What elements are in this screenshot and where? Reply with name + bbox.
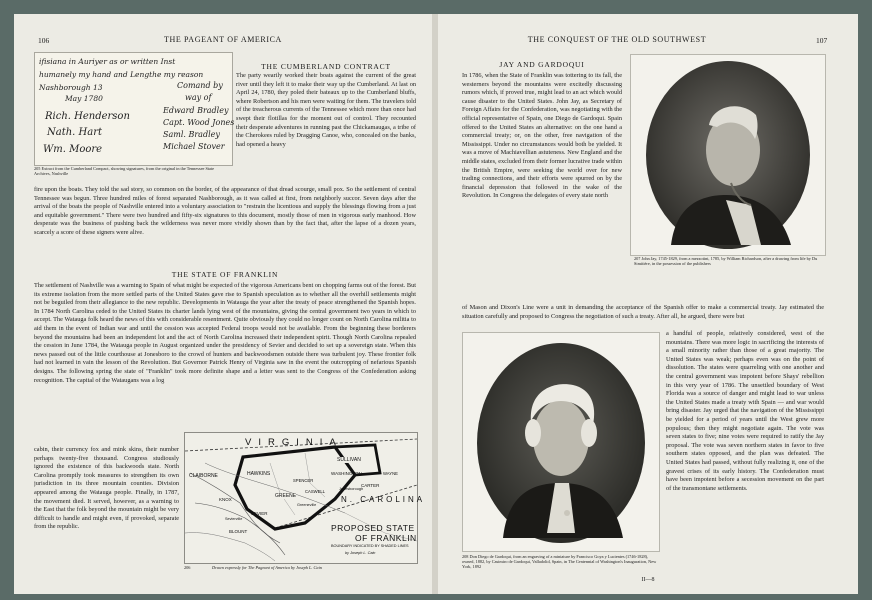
- map-label-sullivan: SULLIVAN: [337, 457, 361, 463]
- running-title-right: THE CONQUEST OF THE OLD SOUTHWEST: [527, 35, 707, 44]
- map-label-greeneville: Greeneville: [297, 503, 317, 507]
- map-label-caswell: CASWELL: [305, 489, 326, 494]
- signature-line: Nashborough 13: [39, 83, 103, 92]
- signature-line: Saml. Bradley: [163, 130, 220, 139]
- portrait-engraving: [631, 55, 825, 255]
- figure-205-caption: 205 Extract from the Cumberland Compact, showing signatures, from the original in the Tennessee State Archives, Nashville: [34, 166, 215, 177]
- map-label-washington: WASHINGTON: [331, 471, 362, 476]
- map-label-knox: KNOX: [219, 497, 232, 502]
- map-label-carter: CARTER: [361, 483, 380, 488]
- map-label-hawkins: HAWKINS: [247, 471, 271, 477]
- signature-document-image: [34, 52, 233, 166]
- map-label-wayne: WAYNE: [383, 471, 398, 476]
- figure-208-caption: 208 Don Diego de Gardoqui, from an engraving of a miniature by Francisco Goya y Lucientes (1746-1828), owned, 1882, by Casimiro de Gardoqui, Valladolid, Spain, in The Centennial of Washington's Inauguration, New York, 1892: [462, 554, 657, 570]
- map-label-greene: GREENE: [275, 493, 297, 499]
- map-label-blount: BLOUNT: [229, 529, 248, 534]
- map-title-line1: PROPOSED STATE: [331, 523, 415, 533]
- footer-mark: II—8: [641, 577, 655, 583]
- signature-line: Wm. Moore: [43, 144, 103, 155]
- signature-line: Capt. Wood Jones: [163, 118, 235, 127]
- signature-line: Comand by: [177, 81, 223, 90]
- signature-line: Rich. Henderson: [45, 111, 130, 122]
- left-page: [14, 14, 432, 594]
- franklin-map: [184, 432, 426, 564]
- map-label-jonesborough: Jonesborough: [339, 487, 364, 491]
- page-number-right: 107: [816, 36, 828, 45]
- signature-line: Michael Stover: [163, 142, 225, 151]
- portrait-engraving: [463, 333, 659, 551]
- section-heading-jay: JAY AND GARDOQUI: [499, 60, 585, 69]
- signature-line: May 1780: [65, 94, 103, 103]
- signature-line: Nath. Hart: [47, 127, 103, 138]
- map-subtitle: BOUNDARY INDICATED BY SHADED LINES: [331, 544, 409, 548]
- cumberland-paragraph-top: The party wearily worked their boats against the current of the great river until they left it to make their way up the Cumberland. At last on April 24, 1780, they poled their bateaux up to the Cumberland bluffs, where Robertson and his men were waiting for them. The travelers told of the treacherous currents of the Tennessee which more than once had swept their flotillas for the moment out of control. They recounted their desperate adventures in running past the Chickamaugas, a tribe of the Cherokees ruled by Dragging Canoe, who, concealed on the banks, had opened a heavy: [236, 72, 416, 148]
- cumberland-paragraph-full: fire upon the boats. They told the sad story, so common on the border, of the appearance of that dread scourge, small pox. So the settlement of central Tennessee was begun. Three hundred miles of forest separated Nashborough, as it was called at first, from neighborly succor. Seven days after the arrival of the boats the people of Nashville entered into a voluntary association to "restrain the licentious and supply the blessings flowing from a just and equitable government." There were two hundred and fifty-six signatures to this document, mostly those of men in vigorous early manhood. How desperate was the business of pushing back the wilderness was never more vividly shown than by the fact that, after the lapse of a dozen years, scarcely a score of these signers were alive.: [34, 186, 416, 236]
- franklin-paragraph-full: The settlement of Nashville was a warning to Spain of what might be expected of the vigorous Americans bent on chopping farms out of the forest. But its extreme isolation from the more settled parts of the United States gave rise to Spanish speculation as to whether all the overhill settlements might not be beguiled from their allegiance to the new republic. Developments in Watauga the year after the treaty of peace strengthened the Spanish hopes. In 1784 North Carolina ceded to the United States its charter lands lying west of the mountains, giving the central government two years in which to accept. The Watauga folk heard the news of this with considerable resentment. Quite obviously they could no longer count on North Carolina militia to aid them in the event of Indian war and until the cession was accepted Federal troops would not be available. From the beginning these borderers beyond the mountains had been an independent lot and the act of North Carolina increased their independent spirit. Though North Carolina repealed the cession in June 1784, the Watauga people in August organized under the presidency of Sevier and decided to set up a sovereign state. When this news passed out of the little courthouse at Jonesboro to the crowd of hunters and backwoodsmen outside there was turbulent joy. These frontier folk had not learned in vain the lesson of the Revolution. But Governor Patrick Henry of Virginia saw in the event the outcropping of nefarious Spanish designs. The following spring the state of "Franklin" took more definite shape and a letter was sent to the Congress of the Confederation asking recognition. The capital of the Wataugans was a log: [34, 282, 416, 384]
- page-number-left: 106: [38, 36, 50, 45]
- jay-paragraph-right: a handful of people, relatively considered, west of the mountains. There was more logic in sacrificing the interests of a small minority rather than those of a great majority. The United States was weak; perhaps even was on the point of dissolution. The states were quarreling with one another and the central government was impotent before Shays' rebellion in this very year of 1786. The unsettled boundary of West Florida was a source of danger and might lead to war unless the United States made a treaty with Spain — and war would bring disaster. Jay urged that the navigation of the Mississippi be yielded for a period of years until the West grew more populous; then they might negotiate again. The vote was seven states to five; nine votes were required to ratify the Jay proposal. The vote was seven northern states in favor to five southern states opposed, and the plan was defeated. The United States had passed, without fully realizing it, one of the gravest crises of its early history. The Confederation must have been impotent before a secession movement on the part of the transmontane settlements.: [666, 330, 824, 492]
- map-label-sevier: SEVIER: [251, 511, 268, 516]
- map-title-line2: OF FRANKLIN: [355, 533, 417, 543]
- john-jay-portrait: [630, 54, 826, 256]
- signature-line: Edward Bradley: [163, 106, 229, 115]
- jay-paragraph-narrow: In 1786, when the State of Franklin was tottering to its fall, the westerners beyond the mountains were excitedly discussing rumors which, if proved true, might lead to an act which would cause disaster to the United States. John Jay, as Secretary of Foreign Affairs for the Confederation, was negotiating with the official representative of Spain, one Diego de Gardoqui. Spain offered to the United States an alternative: on the one hand a commercial treaty; or, on the other, free navigation of the Mississippi. Under no circumstances would both be yielded. It was a move of Machiavellian astuteness. New England and the middle states, excluded from their former lucrative trade within the British Empire, were seeking the world over for new trading connections, and their efforts were spurred on by the financial depression that followed in the wake of the Revolution. In Congress the delegates of every state north: [462, 72, 622, 200]
- signature-line: ifisiana in Auriyer as or written Inst: [39, 57, 176, 66]
- figure-207-caption: 207 John Jay, 1745-1829, from a mezzotint, 1785, by William Richardson, after a drawing from life by Du Simitière, in the possession of the publishers: [634, 256, 818, 267]
- map-author-credit: by Joseph L. Cain: [345, 551, 376, 555]
- signature-line: humanely my hand and Lengthe my reason: [39, 70, 204, 79]
- figure-206-caption: Drawn expressly for The Pageant of America by Joseph L. Cain: [212, 565, 322, 570]
- section-heading-franklin: THE STATE OF FRANKLIN: [171, 270, 279, 279]
- figure-206-number: 206: [184, 565, 191, 570]
- franklin-paragraph-narrow: cabin, their currency fox and mink skins, their number perhaps twenty-five thousand. Congress studiously ignored the existence of this backwoods state. North Carolina promptly took measures to strengthen its own jurisdiction in its three mountain counties. Division appeared among the Watauga people. Finally, in 1787, the movement died. It served, however, as a warning to the East that the folk beyond the mountain might be very difficult to handle and might even, if provoked, separate from the republic.: [34, 446, 179, 531]
- right-page: [438, 14, 858, 594]
- section-heading-cumberland: THE CUMBERLAND CONTRACT: [261, 62, 391, 71]
- running-title-left: THE PAGEANT OF AMERICA: [164, 35, 282, 44]
- map-label-spencer: SPENCER: [293, 478, 314, 483]
- gardoqui-portrait: [462, 332, 660, 552]
- map-label-north-carolina: N. CAROLINA: [341, 495, 426, 504]
- map-label-sevierville: Sevierville: [225, 517, 243, 521]
- map-label-virginia: VIRGINIA: [245, 437, 343, 448]
- map-label-claiborne: CLAIBORNE: [189, 473, 218, 479]
- jay-paragraph-full: of Mason and Dixon's Line were a unit in demanding the acceptance of the Spanish offer to make a commercial treaty. Jay estimated the situation carefully and proposed to Congress the negotiation of such a treaty. After all, he argued, there were but: [462, 304, 824, 320]
- signature-line: way of: [185, 93, 212, 102]
